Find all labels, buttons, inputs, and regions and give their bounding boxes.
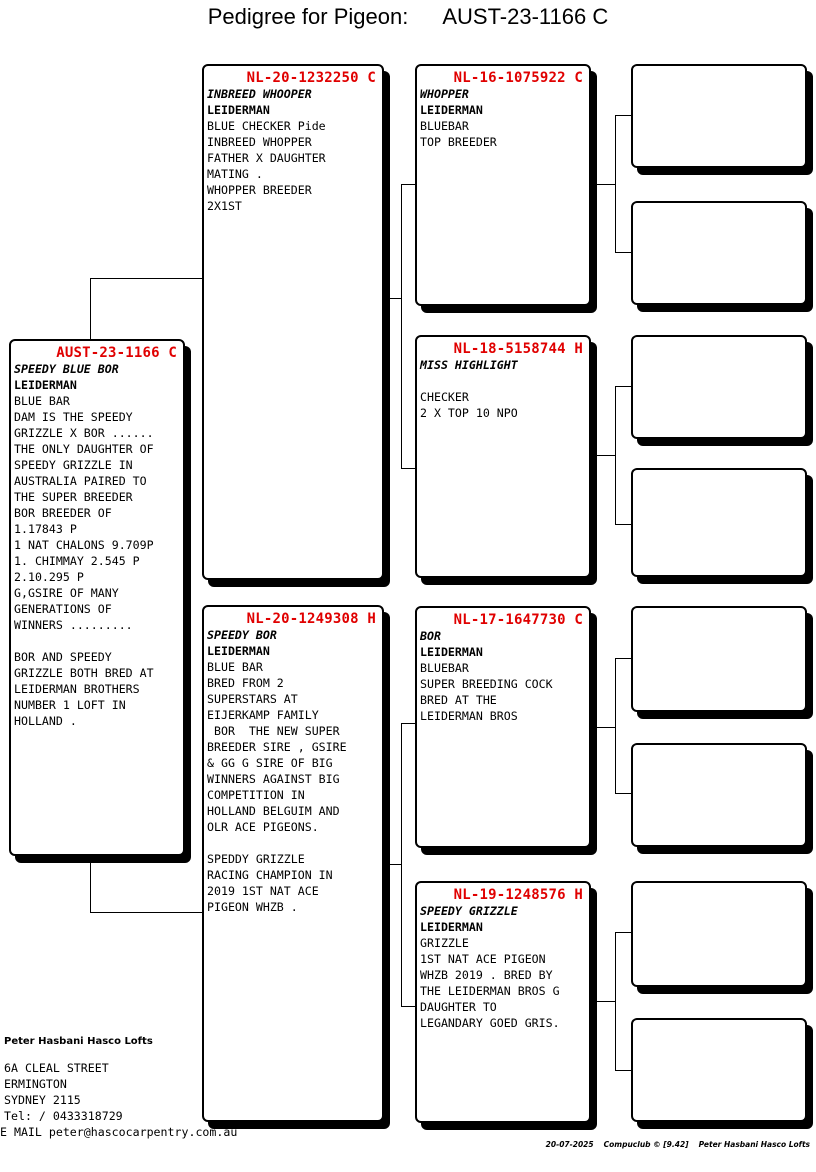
pigeon-breeder	[420, 373, 589, 389]
pigeon-notes: BLUE BAR DAM IS THE SPEEDY GRIZZLE X BOR ...... THE ONLY DAUGHTER OF SPEEDY GRIZZLE IN AUSTRALIA PAIRED TO THE SUPER BREEDER BOR BREEDER OF 1.17843 P 1 NAT CHALONS 9.709P 1. CHIMMAY 2.545 P 2.10.295 P G,GSIRE OF MANY GENERATIONS OF WINNERS ......... BOR AND SPEEDY GRIZZLE BOTH BRED AT LEIDERMAN BROTHERS NUMBER 1 LOFT IN HOLLAND .	[14, 394, 154, 728]
title-ring: AUST-23-1166 C	[442, 4, 609, 29]
owner-address-line: ERMINGTON	[4, 1077, 67, 1091]
owner-address-line: SYDNEY 2115	[4, 1093, 81, 1107]
connector-line	[384, 298, 401, 299]
owner-tel: Tel: / 0433318729	[4, 1109, 123, 1123]
pigeon-card-subject[interactable]	[9, 339, 185, 856]
pigeon-notes: BLUEBAR SUPER BREEDING COCK BRED AT THE LEIDERMAN BROS	[420, 661, 553, 723]
pigeon-card-dam-sire[interactable]	[415, 606, 591, 848]
page-title	[0, 4, 816, 30]
connector-line	[615, 252, 631, 253]
ring-number: NL-16-1075922 C	[453, 70, 583, 86]
ring-number: NL-20-1232250 C	[246, 70, 376, 86]
pigeon-card-empty[interactable]	[631, 201, 807, 305]
pigeon-card-sire-sire[interactable]	[415, 64, 591, 306]
connector-line	[596, 455, 615, 456]
pigeon-notes: BLUE BAR BRED FROM 2 SUPERSTARS AT EIJERKAMP FAMILY BOR THE NEW SUPER BREEDER SIRE , GSIRE & GG G SIRE OF BIG WINNERS AGAINST BIG COMPETITION IN HOLLAND BELGUIM AND OLR ACE PIGEONS. SPEDDY GRIZZLE RACING CHAMPION IN 2019 1ST NAT ACE PIGEON WHZB .	[207, 660, 347, 914]
pigeon-notes: GRIZZLE 1ST NAT ACE PIGEON WHZB 2019 . BRED BY THE LEIDERMAN BROS G DAUGHTER TO LEGANDARY GOED GRIS.	[420, 936, 560, 1030]
pigeon-card-empty[interactable]	[631, 743, 807, 847]
connector-line	[401, 184, 416, 185]
pigeon-notes: BLUE CHECKER Pide INBREED WHOPPER FATHER X DAUGHTER MATING . WHOPPER BREEDER 2X1ST	[207, 119, 326, 213]
connector-line	[615, 658, 616, 793]
ring-number: NL-20-1249308 H	[246, 611, 376, 627]
pigeon-breeder: LEIDERMAN	[207, 644, 270, 658]
connector-line	[90, 856, 91, 912]
connector-line	[401, 468, 416, 469]
connector-line	[90, 912, 204, 913]
connector-line	[401, 723, 416, 724]
pigeon-name: SPEEDY BLUE BOR	[14, 362, 119, 376]
owner-info	[0, 1034, 238, 1140]
pigeon-card-empty[interactable]	[631, 606, 807, 712]
owner-address-line: 6A CLEAL STREET	[4, 1061, 109, 1075]
pigeon-card-empty[interactable]	[631, 1018, 807, 1122]
connector-line	[615, 115, 616, 252]
owner-name: Peter Hasbani Hasco Lofts	[4, 1036, 153, 1047]
pigeon-notes: BLUEBAR TOP BREEDER	[420, 119, 497, 149]
footer-date: 20-07-2025	[545, 1140, 594, 1149]
pigeon-name: SPEEDY GRIZZLE	[420, 904, 518, 918]
connector-line	[90, 278, 91, 340]
pigeon-card-empty[interactable]	[631, 468, 807, 577]
connector-line	[90, 278, 204, 279]
connector-line	[401, 184, 402, 468]
pigeon-breeder: LEIDERMAN	[420, 645, 483, 659]
ring-number: NL-19-1248576 H	[453, 887, 583, 903]
connector-line	[615, 386, 616, 524]
connector-line	[596, 727, 615, 728]
title-label: Pedigree for Pigeon:	[207, 4, 409, 29]
pigeon-card-empty[interactable]	[631, 881, 807, 987]
pigeon-name: SPEEDY BOR	[207, 628, 277, 642]
pigeon-breeder: LEIDERMAN	[420, 103, 483, 117]
connector-line	[615, 793, 631, 794]
pigeon-name: WHOPPER	[420, 87, 469, 101]
connector-line	[615, 386, 631, 387]
connector-line	[615, 524, 631, 525]
pigeon-card-empty[interactable]	[631, 64, 807, 168]
connector-line	[401, 723, 402, 1006]
connector-line	[596, 184, 615, 185]
ring-number: NL-17-1647730 C	[453, 612, 583, 628]
pigeon-notes: CHECKER 2 X TOP 10 NPO	[420, 390, 518, 420]
pigeon-card-empty[interactable]	[631, 335, 807, 439]
footer-software: Compuclub © [9.42]	[603, 1140, 689, 1149]
pigeon-breeder: LEIDERMAN	[14, 378, 77, 392]
connector-line	[615, 1070, 631, 1071]
pigeon-breeder: LEIDERMAN	[420, 920, 483, 934]
connector-line	[596, 1001, 615, 1002]
footer	[546, 1140, 810, 1149]
footer-owner: Peter Hasbani Hasco Lofts	[698, 1140, 810, 1149]
connector-line	[615, 932, 616, 1070]
connector-line	[615, 658, 631, 659]
ring-number: AUST-23-1166 C	[56, 345, 177, 361]
connector-line	[615, 115, 631, 116]
pigeon-card-sire-dam[interactable]	[415, 335, 591, 578]
pigeon-card-dam-dam[interactable]	[415, 881, 591, 1123]
pigeon-card-sire[interactable]	[202, 64, 384, 580]
connector-line	[615, 932, 631, 933]
connector-line	[401, 1006, 416, 1007]
pigeon-name: INBREED WHOOPER	[207, 87, 312, 101]
pigeon-breeder: LEIDERMAN	[207, 103, 270, 117]
ring-number: NL-18-5158744 H	[453, 341, 583, 357]
pigeon-name: BOR	[420, 629, 441, 643]
owner-email: E MAIL peter@hascocarpentry.com.au	[0, 1125, 238, 1139]
pigeon-name: MISS HIGHLIGHT	[420, 358, 518, 372]
connector-line	[384, 864, 401, 865]
